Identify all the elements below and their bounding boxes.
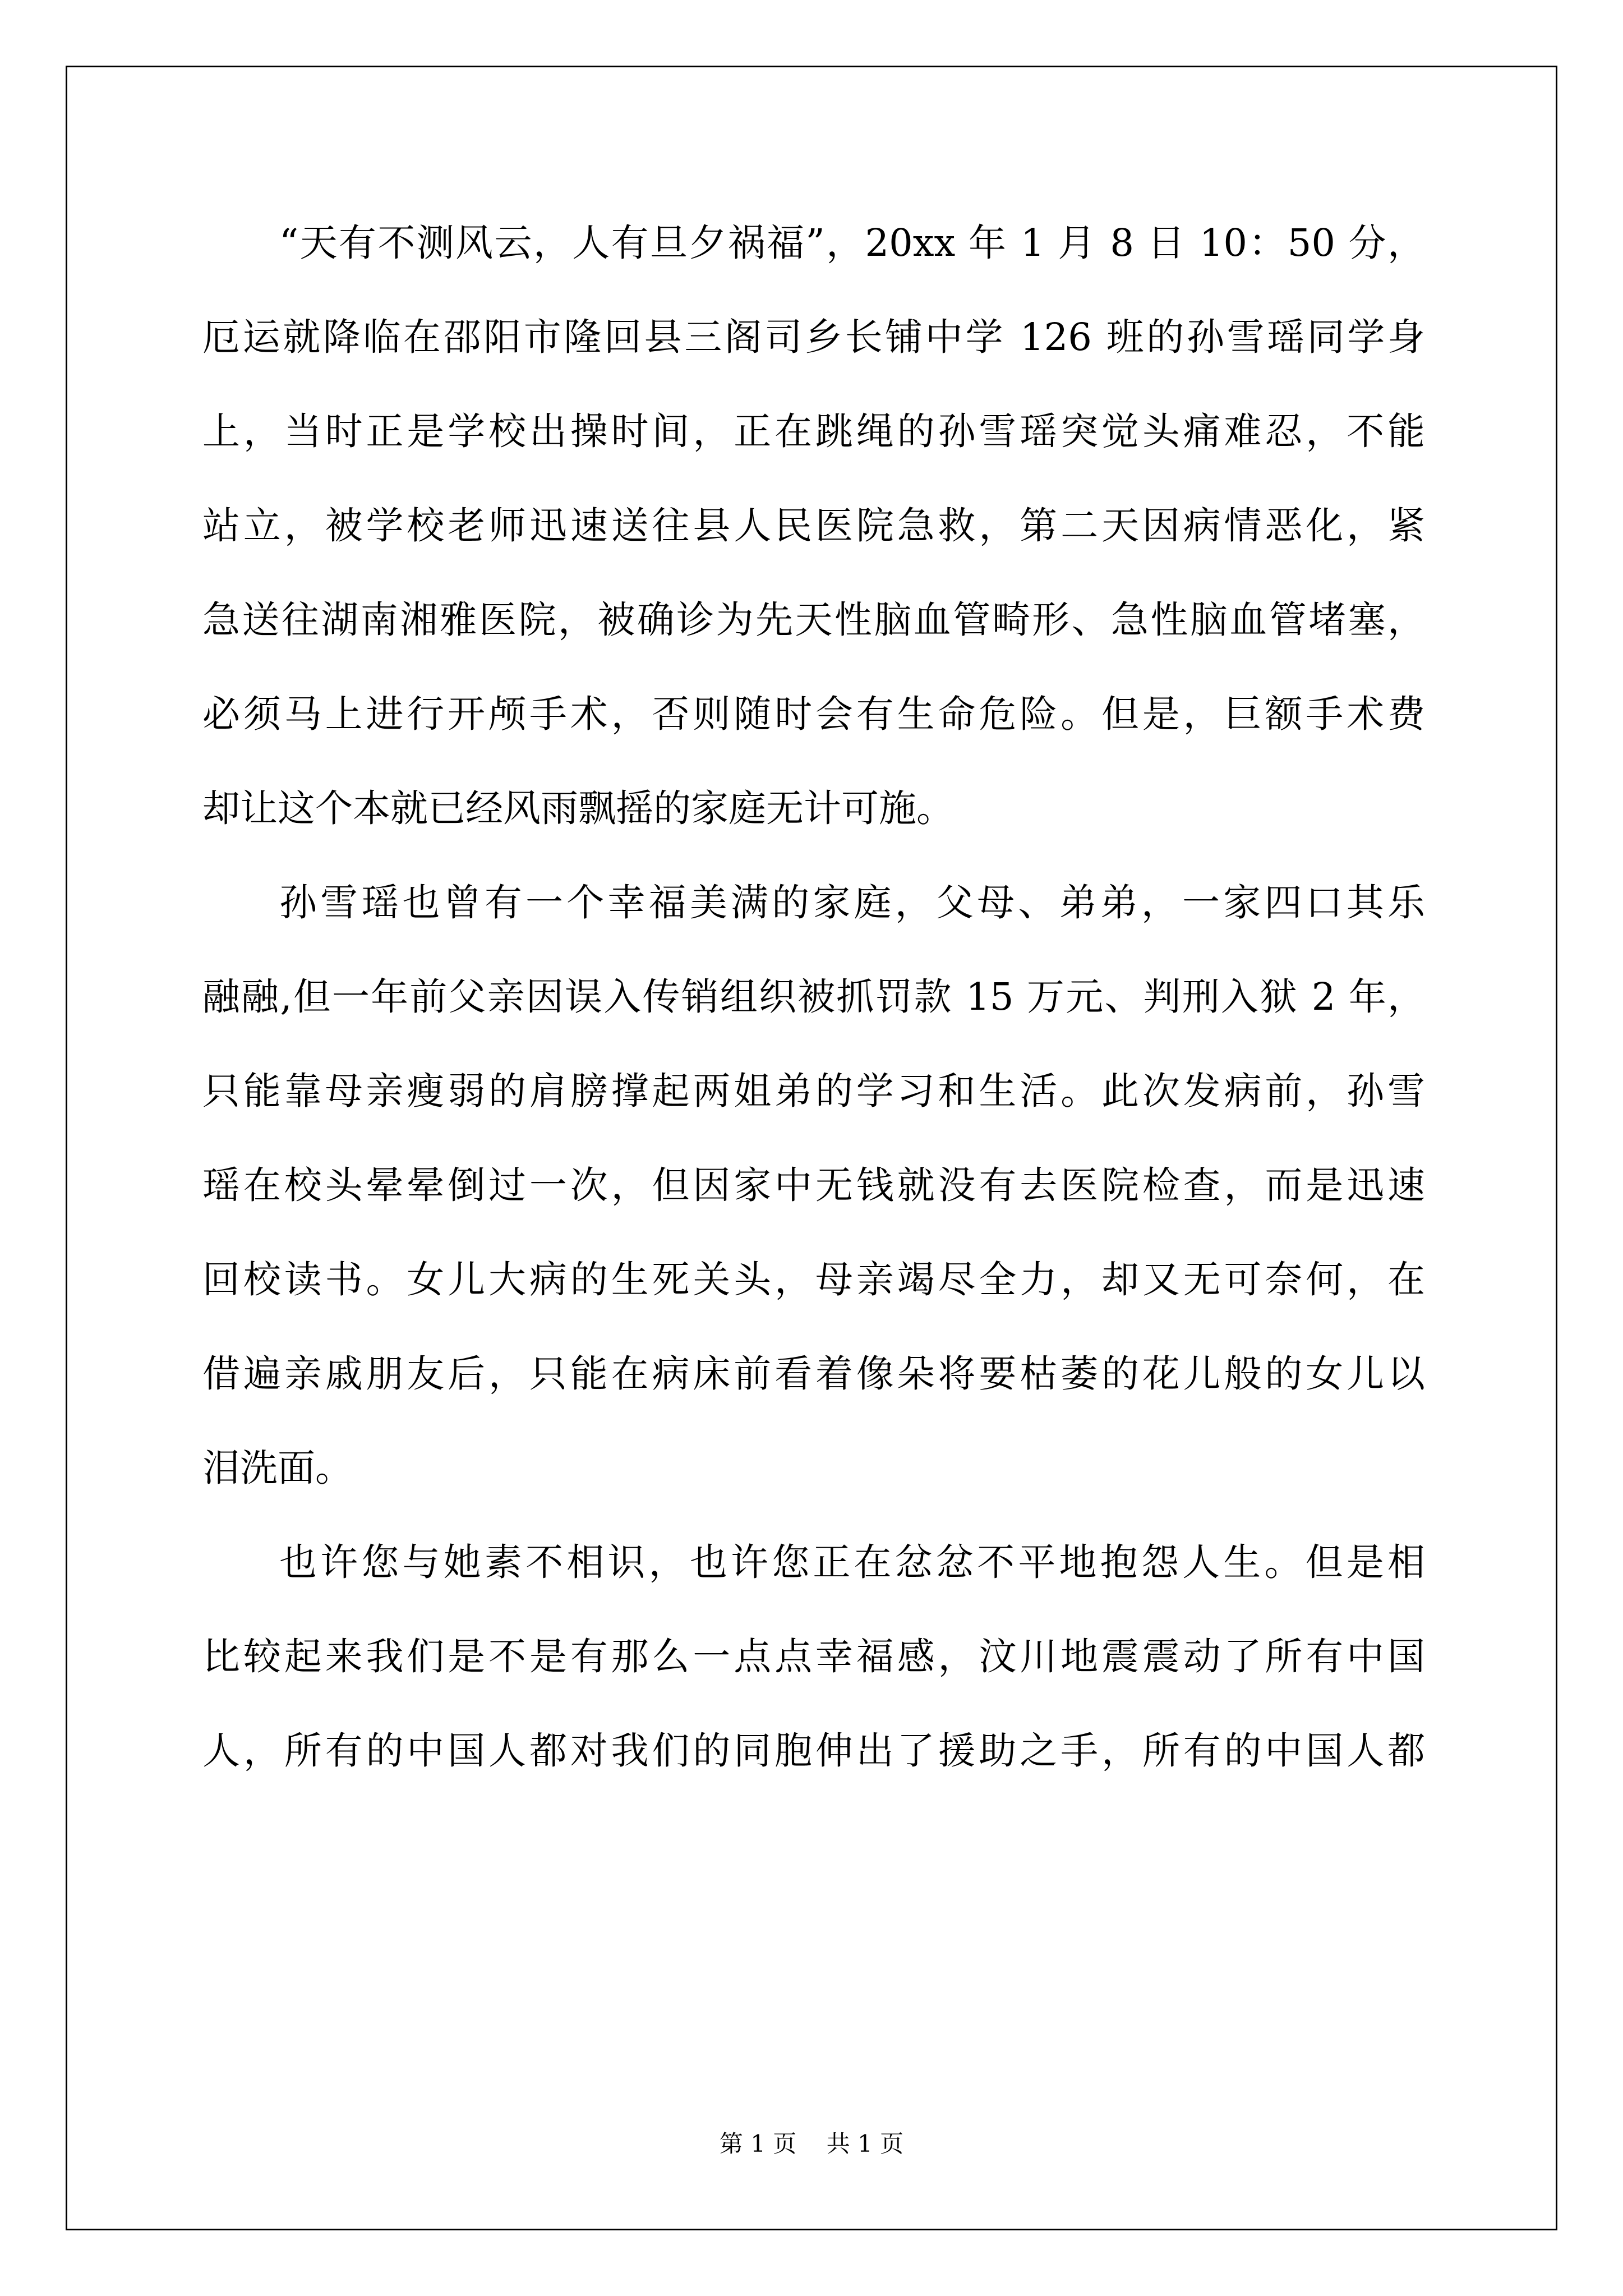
paragraph-2-line-2: 融融,但一年前父亲因误入传销组织被抓罚款 15 万元、判刑入狱 2 年， <box>202 975 1425 1019</box>
paragraph-3-line-2: 比较起来我们是不是有那么一点点幸福感，汶川地震震动了所有中国 <box>202 1635 1425 1678</box>
paragraph-2-line-7: 泪洗面。 <box>202 1446 353 1490</box>
paragraph-3-line-1: 也许您与她素不相识，也许您正在忿忿不平地抱怨人生。但是相 <box>279 1540 1425 1584</box>
paragraph-2-line-6: 借遍亲戚朋友后，只能在病床前看着像朵将要枯萎的花儿般的女儿以 <box>202 1352 1425 1396</box>
paragraph-2-line-5: 回校读书。女儿大病的生死关头，母亲竭尽全力，却又无可奈何，在 <box>202 1258 1425 1301</box>
page-footer: 第 1 页 共 1 页 <box>719 2130 904 2157</box>
paragraph-2-line-4: 瑶在校头晕晕倒过一次，但因家中无钱就没有去医院检查，而是迅速 <box>202 1163 1425 1207</box>
paragraph-1-line-3: 上，当时正是学校出操时间，正在跳绳的孙雪瑶突觉头痛难忍，不能 <box>202 409 1425 453</box>
paragraph-1-line-4: 站立，被学校老师迅速送往县人民医院急救，第二天因病情恶化，紧 <box>202 504 1425 547</box>
paragraph-2-line-3: 只能靠母亲瘦弱的肩膀撑起两姐弟的学习和生活。此次发病前，孙雪 <box>202 1069 1425 1113</box>
page-border <box>66 66 1557 2230</box>
paragraph-2-line-1: 孙雪瑶也曾有一个幸福美满的家庭，父母、弟弟，一家四口其乐 <box>279 881 1425 924</box>
paragraph-1-line-7: 却让这个本就已经风雨飘摇的家庭无计可施。 <box>202 786 954 830</box>
paragraph-1-line-2: 厄运就降临在邵阳市隆回县三阁司乡长铺中学 126 班的孙雪瑶同学身 <box>202 315 1425 359</box>
paragraph-1-line-6: 必须马上进行开颅手术，否则随时会有生命危险。但是，巨额手术费 <box>202 692 1425 736</box>
paragraph-3-line-3: 人，所有的中国人都对我们的同胞伸出了援助之手，所有的中国人都 <box>202 1729 1425 1773</box>
paragraph-1-line-5: 急送往湖南湘雅医院，被确诊为先天性脑血管畸形、急性脑血管堵塞， <box>202 598 1425 642</box>
paragraph-1-line-1: “天有不测风云，人有旦夕祸福”，20xx 年 1 月 8 日 10：50 分， <box>279 221 1425 265</box>
